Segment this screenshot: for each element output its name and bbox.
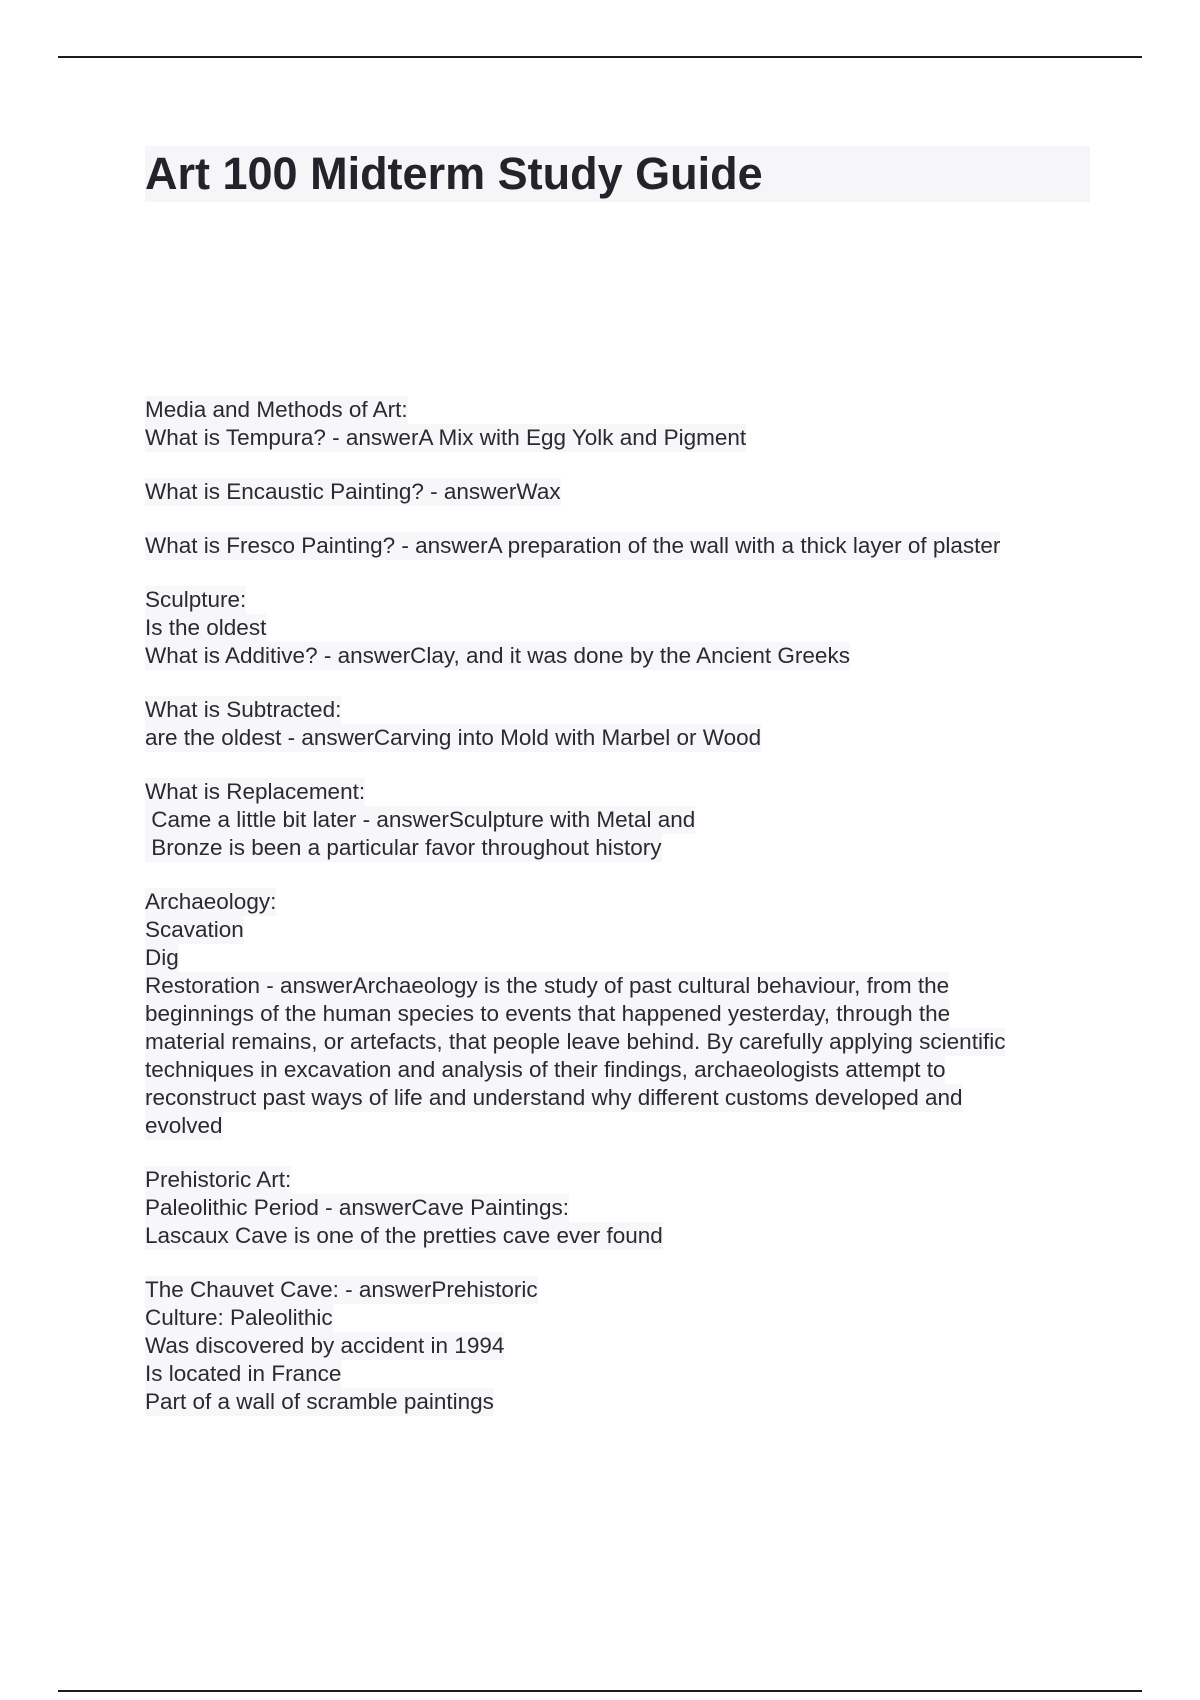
qa-fresco [145, 532, 1090, 560]
answer-line: Part of a wall of scramble paintings [145, 1389, 494, 1414]
question-line: What is Replacement: [145, 779, 366, 804]
qa-subtracted [145, 696, 1090, 752]
bottom-rule [58, 1690, 1142, 1692]
question-answer: The Chauvet Cave: - answerPrehistoric [145, 1277, 538, 1302]
question-answer: What is Encaustic Painting? - answerWax [145, 479, 561, 504]
section-heading: Prehistoric Art: [145, 1167, 292, 1192]
answer-line: are the oldest - answerCarving into Mold with Marbel or Wood [145, 725, 762, 750]
section-sculpture [145, 586, 1090, 670]
text-line: Is the oldest [145, 615, 267, 640]
answer-line: Bronze is been a particular favor throughout history [145, 835, 662, 860]
answer-line: Lascaux Cave is one of the pretties cave ever found [145, 1223, 663, 1248]
question-line: What is Subtracted: [145, 697, 342, 722]
answer-line: Restoration - answerArchaeology is the study of past cultural behaviour, from the [145, 973, 950, 998]
answer-line: techniques in excavation and analysis of their findings, archaeologists attempt to [145, 1057, 946, 1082]
qa-chauvet-cave [145, 1276, 1090, 1416]
answer-line: Culture: Paleolithic [145, 1305, 333, 1330]
section-heading: Archaeology: [145, 889, 277, 914]
answer-line: material remains, or artefacts, that people leave behind. By carefully applying scientific [145, 1029, 1006, 1054]
text-line: Dig [145, 945, 179, 970]
section-media-methods [145, 396, 1090, 452]
study-guide-body [145, 396, 1090, 1442]
question-answer: What is Additive? - answerClay, and it was done by the Ancient Greeks [145, 643, 850, 668]
qa-encaustic [145, 478, 1090, 506]
qa-replacement [145, 778, 1090, 862]
top-rule [58, 56, 1142, 58]
answer-line: beginnings of the human species to events that happened yesterday, through the [145, 1001, 951, 1026]
answer-line: evolved [145, 1113, 223, 1138]
answer-line: Came a little bit later - answerSculpture with Metal and [145, 807, 696, 832]
section-archaeology [145, 888, 1090, 1140]
text-line: Scavation [145, 917, 244, 942]
answer-line: Is located in France [145, 1361, 342, 1386]
section-heading: Media and Methods of Art: [145, 397, 408, 422]
section-prehistoric-art [145, 1166, 1090, 1250]
answer-line: reconstruct past ways of life and understand why different customs developed and [145, 1085, 963, 1110]
section-heading: Sculpture: [145, 587, 247, 612]
question-answer: Paleolithic Period - answerCave Paintings: [145, 1195, 569, 1220]
question-answer: What is Tempura? - answerA Mix with Egg Yolk and Pigment [145, 425, 747, 450]
answer-line: Was discovered by accident in 1994 [145, 1333, 505, 1358]
question-answer: What is Fresco Painting? - answerA preparation of the wall with a thick layer of plaster [145, 533, 1001, 558]
page-title: Art 100 Midterm Study Guide [145, 146, 1090, 202]
